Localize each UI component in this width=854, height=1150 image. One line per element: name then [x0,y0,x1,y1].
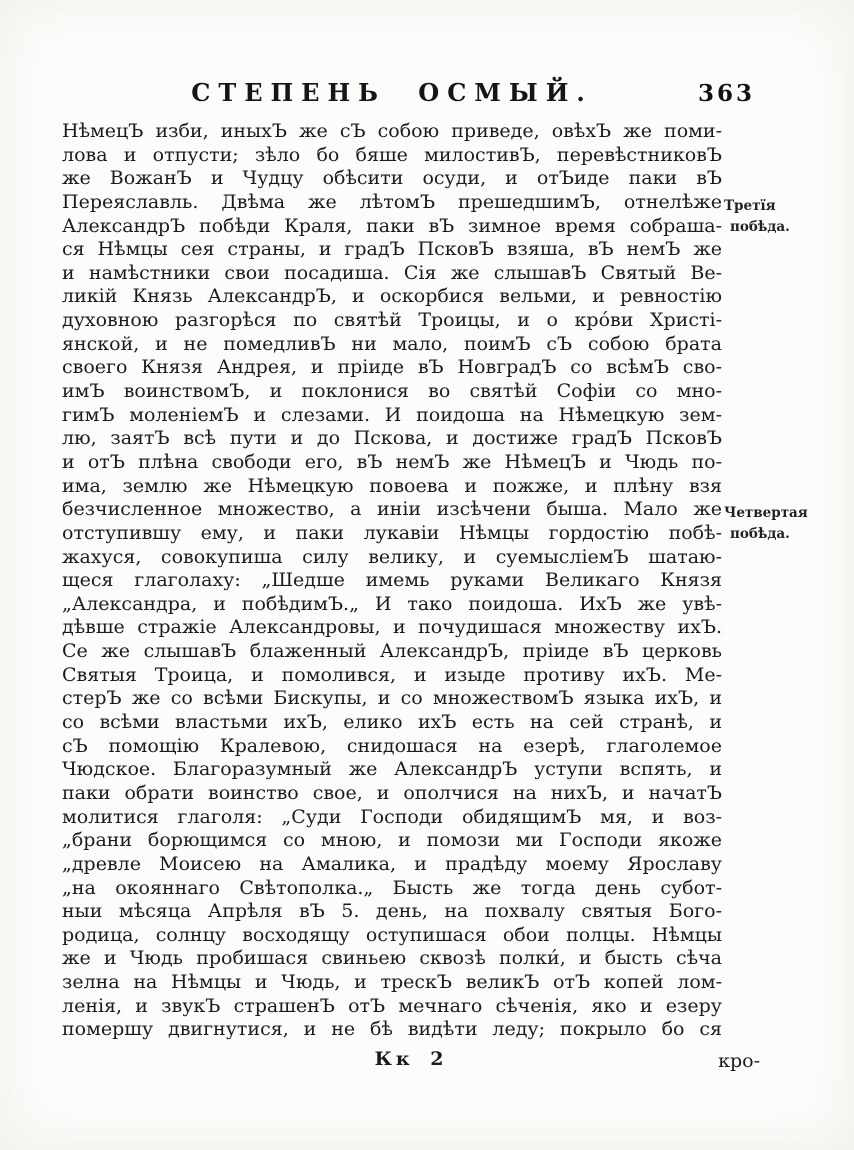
text-line: гимЪ моленіемЪ и слезами. И поидоша на Нѣмецкую зем- [62,403,722,426]
text-line: Чюдское. Благоразумный же АлександрЪ уступи вспять, и [62,758,722,781]
text-line: жахуся, совокупиша силу велику, и суемысліемЪ шатаю- [62,545,722,568]
text-line: лова и отпусти; зѣло бо бяше милостивЪ, перевѣстниковЪ [62,143,722,166]
text-line: имЪ воинствомЪ, и поклонися во святѣй Софіи со мно- [62,380,722,403]
text-line: Переяславль. Двѣма же лѣтомЪ прешедшимЪ, отнелѣже [62,190,722,213]
text-line: ныи мѣсяца Апрѣля вЪ 5. день, на похвалу святыя Бого- [62,900,722,923]
margin-note-line: Четвертая [724,505,808,521]
text-line: Святыя Троица, и помолився, и изыде противу ихЪ. Ме- [62,663,722,686]
margin-note-fourth-victory [724,503,846,545]
text-line: „Александра, и побѣдимЪ.„ И тако поидоша. ИхЪ же увѣ- [62,592,722,615]
text-line: ся Нѣмцы сея страны, и градЪ ПсковЪ взяша, вЪ немЪ же [62,238,722,261]
text-line: „брани борющимся со мною, и помози ми Господи якоже [62,829,722,852]
text-line: безчисленное множество, а иніи изсѣчени быша. Мало же [62,498,722,521]
text-line: отступившу ему, и паки лукавіи Нѣмцы гордостію побѣ- [62,521,722,544]
text-line: зелна на Нѣмцы и Чюдь, и трескЪ великЪ отЪ копей лом- [62,971,722,994]
text-line: АлександрЪ побѣди Краля, паки вЪ зимное время собраша- [62,214,722,237]
text-line: своего Князя Андрея, и пріиде вЪ НовградЪ со всѣмЪ сво- [62,356,722,379]
text-line: дѣвше стражіе Александровы, и почудишася множеству ихЪ. [62,616,722,639]
text-line: щеся глаголаху: „Шедше имемь руками Великаго Князя [62,569,722,592]
page-number: 363 [698,80,756,107]
text-line: молитися глаголя: „Суди Господи обидящимЪ мя, и воз- [62,805,722,828]
text-line: паки обрати воинство свое, и ополчися на нихЪ, и начатЪ [62,781,722,804]
text-line: ленія, и звукЪ страшенЪ отЪ мечнаго сѣченія, яко и езеру [62,994,722,1017]
text-line: сЪ помощію Кралевою, снидошася на езерѣ, глаголемое [62,734,722,757]
text-line: ликій Князь АлександрЪ, и оскорбися вельми, и ревностію [62,285,722,308]
text-line: же и Чюдь пробишася свиньею сквозѣ полки́, и бысть сѣча [62,947,722,970]
margin-note-line: побѣда. [730,526,790,542]
page-header [62,78,722,112]
text-line: со всѣми властьми ихЪ, елико ихЪ есть на сей странѣ, и [62,711,722,734]
text-line: НѣмецЪ изби, иныхЪ же сЪ собою приведе, овѣхЪ же поми- [62,120,722,142]
text-line: Се же слышавЪ блаженный АлександрЪ, пріиде вЪ церковь [62,640,722,663]
margin-note-third-victory [724,196,846,238]
body-text [62,120,722,1042]
text-line: же ВожанЪ и Чудцу обѣсити осуди, и отЪиде паки вЪ [62,167,722,190]
running-title: СТЕПЕНЬ ОСМЫЙ. [191,78,593,107]
text-line: и намѣстники свои посадиша. Сія же слышавЪ Святый Ве- [62,261,722,284]
text-line: родица, солнцу восходящу оступишася обои полцы. Нѣмцы [62,923,722,946]
text-line: има, землю же Нѣмецкую повоева и пожже, и плѣну взя [62,474,722,497]
page-footer [62,1048,760,1076]
text-line: помершу двигнутися, и не бѣ видѣти леду; покрыло бо ся [62,1018,722,1041]
catchword: кро- [718,1050,760,1072]
signature-mark: Кк 2 [374,1048,448,1070]
text-line: и отЪ плѣна свободи его, вЪ немЪ же НѣмецЪ и Чюдь по- [62,450,722,473]
margin-note-line: побѣда. [730,219,790,235]
text-line: лю, заятЪ всѣ пути и до Пскова, и достиже градЪ ПсковЪ [62,427,722,450]
text-line: стерЪ же со всѣми Бискупы, и со множествомЪ языка ихЪ, и [62,687,722,710]
text-line: янской, и не помедливЪ ни мало, поимЪ сЪ собою брата [62,332,722,355]
text-line: „древле Моисею на Амалика, и прадѣду моему Ярославу [62,852,722,875]
margin-note-line: Третїя [724,198,776,214]
text-line: духовною разгорѣся по святѣй Троицы, и о кро́ви Христі- [62,309,722,332]
text-line: „на окояннаго Свѣтополка.„ Бысть же тогда день субот- [62,876,722,899]
